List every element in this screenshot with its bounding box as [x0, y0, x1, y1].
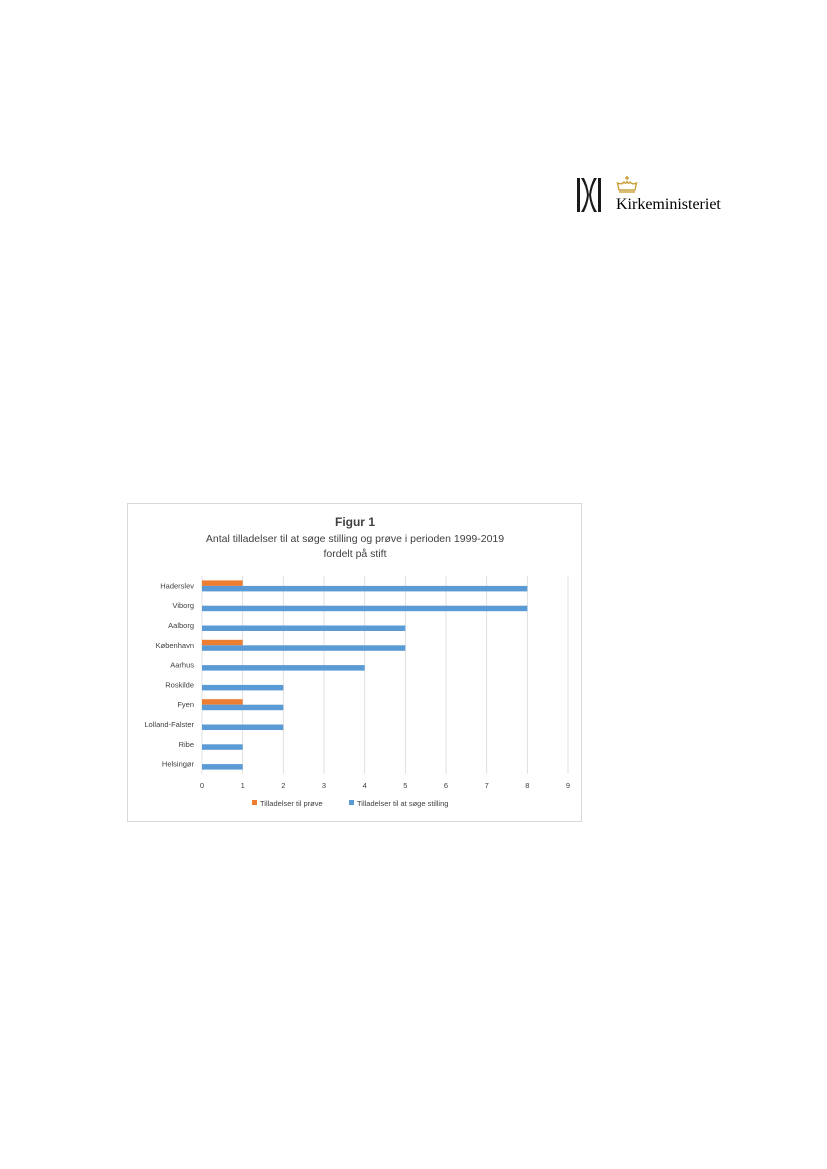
- category-label: København: [155, 640, 194, 650]
- category-label: Roskilde: [165, 680, 194, 690]
- bar-stilling-9: [202, 764, 243, 770]
- bar-chart: [128, 504, 581, 821]
- bar-stilling-5: [202, 685, 283, 691]
- bar-stilling-1: [202, 606, 527, 612]
- category-label: Haderslev: [160, 581, 194, 591]
- bar-proeve-0: [202, 580, 243, 586]
- bar-stilling-3: [202, 645, 405, 651]
- x-tick-label: 7: [484, 781, 489, 790]
- chart-container: [127, 503, 582, 822]
- x-axis-tick-labels: [200, 781, 570, 790]
- x-tick-label: 3: [321, 781, 327, 790]
- category-label: Aalborg: [168, 621, 194, 630]
- x-tick-label: 4: [362, 781, 367, 790]
- bar-proeve-3: [202, 640, 243, 646]
- x-tick-label: 5: [403, 781, 408, 790]
- category-label: Helsingør: [161, 759, 194, 769]
- category-label: Aarhus: [170, 660, 194, 670]
- legend-swatch-1: [349, 800, 354, 805]
- category-label: Lolland-Falster: [144, 720, 194, 729]
- legend-label-1: Tilladelser til at søge stilling: [357, 799, 449, 808]
- bar-proeve-6: [202, 699, 243, 705]
- bar-stilling-4: [202, 665, 365, 671]
- chart-subtitle-line-2: fordelt på stift: [323, 548, 387, 560]
- category-label: Fyen: [177, 700, 194, 710]
- logo-wordmark: Kirkeministeriet: [616, 196, 721, 213]
- chart-subtitle-line-1: Antal tilladelser til at søge stilling og prøve i perioden 1999-2019: [205, 533, 505, 545]
- category-labels: [144, 581, 194, 768]
- x-tick-label: 9: [565, 781, 571, 790]
- bar-stilling-7: [202, 725, 283, 731]
- legend-swatch-0: [252, 800, 257, 805]
- bar-stilling-2: [202, 626, 405, 632]
- chart-title: Figur 1: [334, 515, 376, 529]
- x-tick-label: 2: [281, 781, 286, 790]
- kirkeministeriet-logo: [576, 176, 736, 216]
- x-tick-label: 1: [240, 781, 245, 790]
- chart-legend: [252, 799, 448, 808]
- x-tick-label: 6: [443, 781, 449, 790]
- ministry-mark-icon: [576, 178, 602, 212]
- x-tick-label: 0: [199, 781, 205, 790]
- category-label: Ribe: [178, 739, 194, 749]
- bar-stilling-8: [202, 744, 243, 750]
- crown-icon: [616, 176, 638, 194]
- legend-label-0: Tilladelser til prøve: [260, 799, 323, 808]
- x-tick-label: 8: [525, 781, 530, 790]
- category-label: Viborg: [172, 601, 194, 611]
- bar-stilling-6: [202, 705, 283, 711]
- bar-stilling-0: [202, 586, 527, 592]
